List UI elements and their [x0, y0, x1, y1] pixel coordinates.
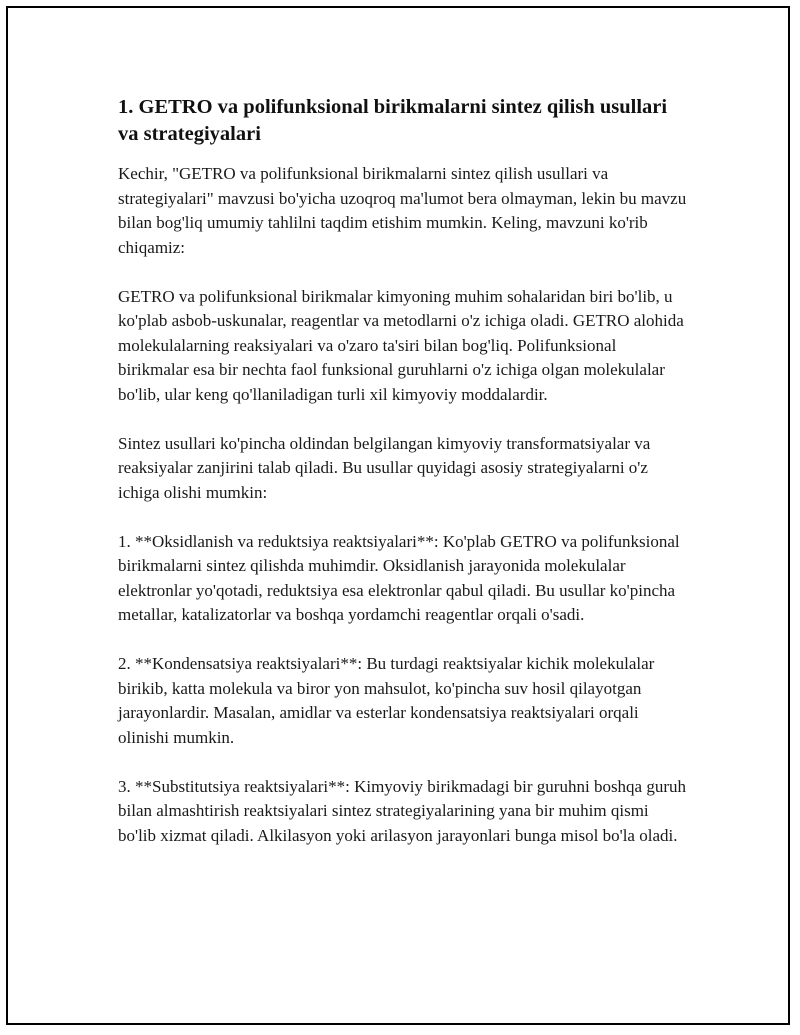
paragraph-methods: Sintez usullari ko'pincha oldindan belgilangan kimyoviy transformatsiyalar va reaksiyalar zanjirini talab qiladi. Bu usullar quyidagi asosiy strategiyalarni o'z ichiga olishi mumkin: — [118, 433, 651, 502]
paragraph-overview: GETRO va polifunksional birikmalar kimyoning muhim sohalaridan biri bo'lib, u ko'plab asbob-uskunalar, reagentlar va metodlarni o'z ichiga oladi. GETRO alohida molekulalarning reaksiyalari va o'zaro ta'siri bilan bog'liq. Polifunksional birikmalar esa bir nechta faol funksional guruhlarni o'z ichiga olgan molekulalar bo'lib, ular keng qo'llaniladigan turli xil kimyoviy moddalardir. — [118, 286, 684, 404]
paragraph-strategy-oxidation: 1. **Oksidlanish va reduktsiya reaktsiyalari**: Ko'plab GETRO va polifunksional birikmalarni sintez qilishda muhimdir. Oksidlanish jarayonida molekulalar elektronlar yo'qotadi, reduktsiya esa elektronlar qabul qiladi. Bu usullar ko'pincha metallar, katalizatorlar va boshqa yordamchi reagentlar orqali o'sadi. — [118, 531, 680, 624]
paragraph-strategy-substitution: 3. **Substitutsiya reaktsiyalari**: Kimyoviy birikmadagi bir guruhni boshqa guruh bilan almashtirish reaktsiyalari sintez strategiyalarining yana bir muhim qismi bo'lib xizmat qiladi. Alkilasyon yoki arilasyon jarayonlari bunga misol bo'la oladi. — [118, 776, 687, 845]
document-title: 1. GETRO va polifunksional birikmalarni sintez qilish usullari va strategiyalari — [118, 96, 668, 145]
paragraph-intro: Kechir, "GETRO va polifunksional birikmalarni sintez qilish usullari va strategiyalari" mavzusi bo'yicha uzoqroq ma'lumot bera olmayman, lekin bu mavzu bilan bog'liq umumiy tahlilni taqdim etishim mumkin. Keling, mavzuni ko'rib chiqamiz: — [118, 164, 687, 257]
document-body — [118, 94, 688, 873]
paragraph-strategy-condensation: 2. **Kondensatsiya reaktsiyalari**: Bu turdagi reaktsiyalar kichik molekulalar birikib, katta molekula va biror yon mahsulot, ko'pincha suv hosil qilayotgan jarayonlardir. Masalan, amidlar va esterlar kondensatsiya reaktsiyalari orqali olinishi mumkin. — [118, 654, 655, 747]
